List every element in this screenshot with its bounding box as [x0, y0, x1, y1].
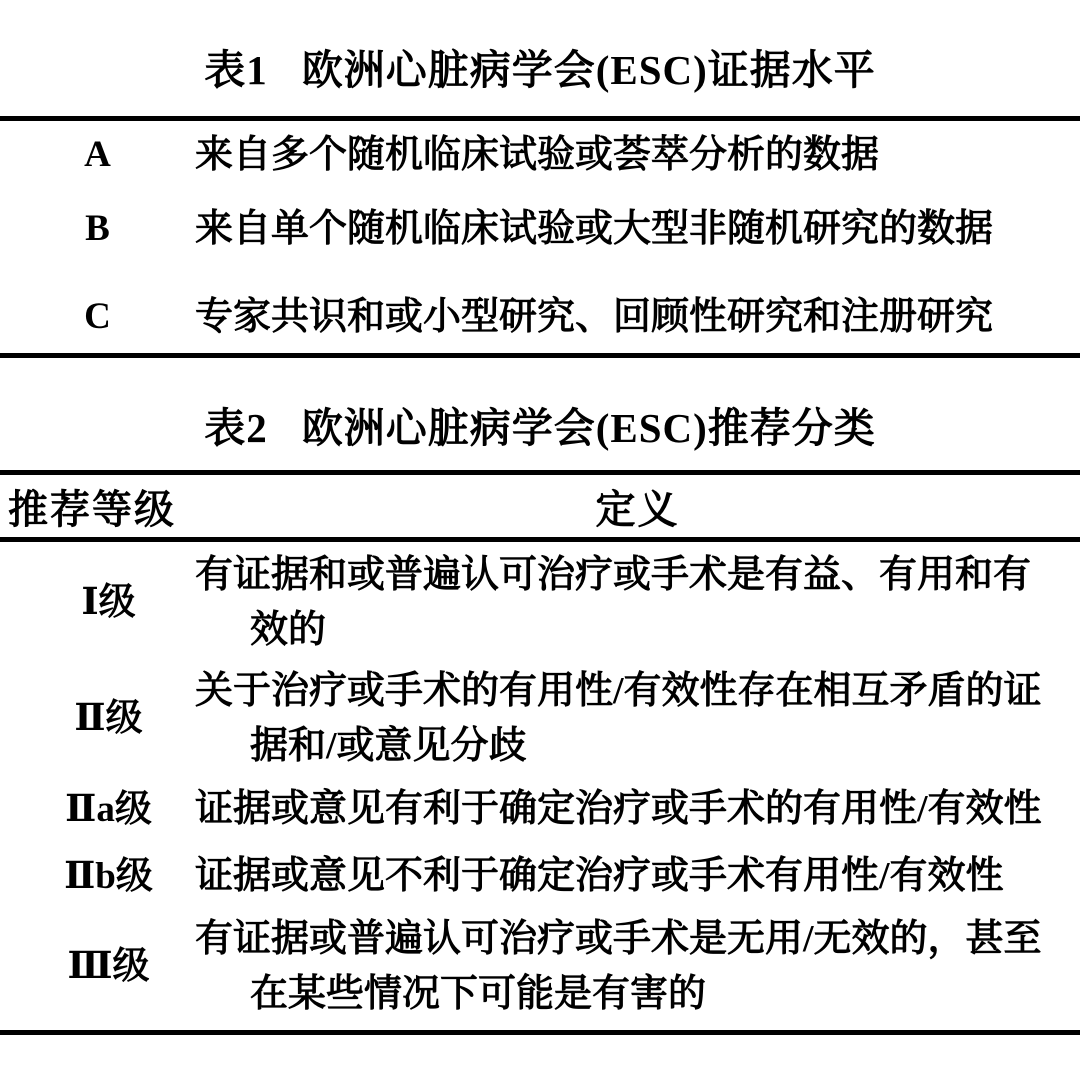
table2-title-label: 表2 — [204, 405, 268, 451]
level-cell: Ⅲ级 — [67, 946, 150, 987]
table1-title-text: 欧洲心脏病学会(ESC)证据水平 — [301, 47, 876, 93]
table-row — [0, 293, 1080, 341]
level-cell: B — [85, 208, 110, 249]
table2-header-rule — [0, 537, 1080, 542]
spacer — [0, 341, 1080, 353]
definition-cell: 专家共识和或小型研究、回顾性研究和注册研究 — [195, 296, 994, 338]
table2-title-text: 欧洲心脏病学会(ESC)推荐分类 — [301, 405, 876, 451]
definition-cell: 关于治疗或手术的有用性/有效性存在相互矛盾的证据和/或意见分歧 — [195, 670, 1042, 767]
definition-cell: 来自单个随机临床试验或大型非随机研究的数据 — [195, 208, 994, 250]
table2-header-row — [0, 475, 1080, 537]
table-row — [0, 782, 1080, 837]
table-row — [0, 131, 1080, 179]
level-cell: C — [84, 296, 111, 337]
table-row — [0, 664, 1080, 774]
table1-top-rule — [0, 116, 1080, 121]
level-cell: Ⅱb级 — [64, 855, 153, 897]
table1-title-label: 表1 — [204, 47, 268, 93]
definition-cell: 有证据或普遍认可治疗或手术是无用/无效的，甚至在某些情况下可能是有害的 — [195, 918, 1042, 1015]
table-row — [0, 912, 1080, 1022]
table-row — [0, 205, 1080, 253]
definition-cell: 来自多个随机临床试验或荟萃分析的数据 — [195, 134, 880, 176]
level-cell: Ⅰ级 — [81, 582, 136, 623]
table2-title — [0, 358, 1080, 470]
definition-cell: 证据或意见有利于确定治疗或手术的有用性/有效性 — [195, 788, 1042, 830]
level-cell: A — [84, 134, 111, 175]
table-row — [0, 548, 1080, 658]
level-cell: Ⅱ级 — [74, 698, 143, 739]
table-row — [0, 849, 1080, 904]
table2-bottom-rule — [0, 1030, 1080, 1035]
definition-cell: 有证据和或普遍认可治疗或手术是有益、有用和有效的 — [195, 554, 1032, 651]
level-cell: Ⅱa级 — [65, 788, 152, 830]
column-header-level: 推荐等级 — [8, 486, 176, 532]
table1-title — [0, 0, 1080, 116]
definition-cell: 证据或意见不利于确定治疗或手术有用性/有效性 — [195, 855, 1004, 897]
column-header-definition: 定义 — [595, 486, 680, 532]
